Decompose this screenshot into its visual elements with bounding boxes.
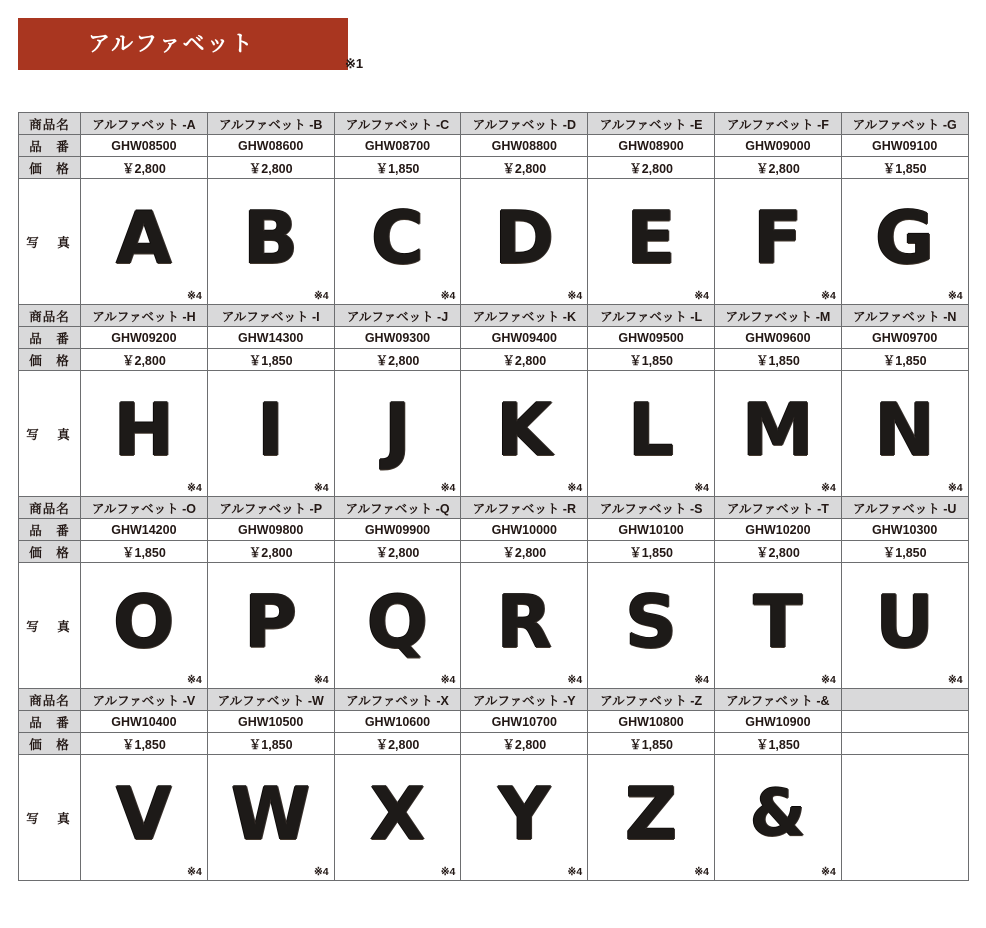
product-price: ￥1,850 <box>841 157 968 179</box>
photo-footnote: ※4 <box>694 866 709 878</box>
photo-footnote: ※4 <box>947 674 963 686</box>
product-photo-cell <box>461 755 588 881</box>
row-label-photo: 写 真 <box>19 371 81 497</box>
row-label-photo: 写 真 <box>19 179 81 305</box>
table-row <box>19 135 969 157</box>
product-name: アルファベット -I <box>207 305 334 327</box>
product-code: GHW09500 <box>588 327 715 349</box>
product-name: アルファベット -V <box>81 689 208 711</box>
letter-glyph: K <box>496 387 553 472</box>
letter-glyph: T <box>753 579 803 664</box>
letter-glyph: H <box>113 387 175 472</box>
letter-glyph: S <box>625 579 678 664</box>
product-price: ￥2,800 <box>81 349 208 371</box>
product-price: ￥1,850 <box>841 541 968 563</box>
letter-glyph: Y <box>498 771 551 856</box>
photo-footnote: ※4 <box>821 674 836 686</box>
product-price: ￥1,850 <box>207 733 334 755</box>
row-label-code: 品 番 <box>19 519 81 541</box>
product-price: ￥2,800 <box>334 733 461 755</box>
product-code: GHW09300 <box>334 327 461 349</box>
empty-cell <box>841 733 968 755</box>
empty-cell <box>841 755 968 881</box>
letter-glyph: Q <box>366 579 429 664</box>
product-photo-cell <box>207 371 334 497</box>
photo-footnote: ※4 <box>947 482 963 494</box>
product-name: アルファベット -M <box>714 305 841 327</box>
photo-footnote: ※4 <box>821 482 836 494</box>
photo-footnote: ※4 <box>187 674 202 686</box>
product-price: ￥2,800 <box>714 541 841 563</box>
product-code: GHW09700 <box>841 327 968 349</box>
product-code: GHW10600 <box>334 711 461 733</box>
product-photo-cell <box>714 755 841 881</box>
letter-glyph: X <box>369 771 426 856</box>
product-price: ￥2,800 <box>334 541 461 563</box>
table-row <box>19 371 969 497</box>
product-code: GHW10000 <box>461 519 588 541</box>
product-name: アルファベット -L <box>588 305 715 327</box>
product-photo-cell <box>207 563 334 689</box>
photo-footnote: ※4 <box>440 290 456 302</box>
product-photo-cell <box>588 563 715 689</box>
table-row <box>19 113 969 135</box>
product-name: アルファベット -P <box>207 497 334 519</box>
product-price: ￥2,800 <box>461 541 588 563</box>
table-row <box>19 179 969 305</box>
product-code: GHW09100 <box>841 135 968 157</box>
product-price: ￥2,800 <box>334 349 461 371</box>
product-code: GHW09800 <box>207 519 334 541</box>
letter-glyph: C <box>371 195 424 280</box>
product-photo-cell <box>334 563 461 689</box>
product-price: ￥2,800 <box>714 157 841 179</box>
product-price: ￥1,850 <box>81 733 208 755</box>
table-row <box>19 733 969 755</box>
product-price: ￥2,800 <box>461 157 588 179</box>
product-name: アルファベット -F <box>714 113 841 135</box>
section-title: アルファベット <box>88 31 255 56</box>
product-price: ￥2,800 <box>207 157 334 179</box>
product-photo-cell <box>81 371 208 497</box>
product-price: ￥1,850 <box>714 349 841 371</box>
product-photo-cell <box>714 371 841 497</box>
letter-glyph: W <box>230 771 311 856</box>
table-row <box>19 519 969 541</box>
letter-glyph: G <box>875 195 935 280</box>
product-price: ￥1,850 <box>334 157 461 179</box>
product-photo-cell <box>461 371 588 497</box>
table-row <box>19 497 969 519</box>
product-name: アルファベット -C <box>334 113 461 135</box>
letter-glyph: B <box>243 195 299 280</box>
row-label-name: 商品名 <box>19 689 81 711</box>
product-code: GHW08900 <box>588 135 715 157</box>
letter-glyph: Z <box>624 771 678 856</box>
letter-glyph: L <box>628 387 675 472</box>
letter-glyph: E <box>626 195 676 280</box>
table-row <box>19 689 969 711</box>
product-photo-cell <box>588 371 715 497</box>
product-name: アルファベット -T <box>714 497 841 519</box>
product-photo-cell <box>81 179 208 305</box>
product-photo-cell <box>461 563 588 689</box>
letter-glyph: J <box>384 387 411 472</box>
product-photo-cell <box>207 755 334 881</box>
table-row <box>19 157 969 179</box>
row-label-photo: 写 真 <box>19 755 81 881</box>
row-label-price: 価 格 <box>19 157 81 179</box>
product-price: ￥1,850 <box>588 733 715 755</box>
table-row <box>19 755 969 881</box>
photo-footnote: ※4 <box>567 674 583 686</box>
photo-footnote: ※4 <box>947 290 963 302</box>
product-code: GHW08700 <box>334 135 461 157</box>
empty-cell <box>841 689 968 711</box>
photo-footnote: ※4 <box>313 482 329 494</box>
letter-glyph: D <box>494 195 555 280</box>
product-name: アルファベット -X <box>334 689 461 711</box>
letter-glyph: O <box>113 579 175 664</box>
row-label-name: 商品名 <box>19 497 81 519</box>
table-row <box>19 711 969 733</box>
product-name: アルファベット -R <box>461 497 588 519</box>
product-code: GHW14300 <box>207 327 334 349</box>
photo-footnote: ※4 <box>313 290 329 302</box>
table-row <box>19 305 969 327</box>
product-photo-cell <box>81 755 208 881</box>
photo-footnote: ※4 <box>567 866 583 878</box>
product-name: アルファベット -Y <box>461 689 588 711</box>
product-code: GHW14200 <box>81 519 208 541</box>
product-name: アルファベット -& <box>714 689 841 711</box>
photo-footnote: ※4 <box>187 866 202 878</box>
row-label-price: 価 格 <box>19 349 81 371</box>
product-photo-cell <box>334 179 461 305</box>
product-name: アルファベット -N <box>841 305 968 327</box>
photo-footnote: ※4 <box>440 482 456 494</box>
photo-footnote: ※4 <box>567 290 583 302</box>
table-row <box>19 349 969 371</box>
product-code: GHW10100 <box>588 519 715 541</box>
product-name: アルファベット -D <box>461 113 588 135</box>
product-code: GHW10900 <box>714 711 841 733</box>
product-price: ￥2,800 <box>461 733 588 755</box>
letter-glyph: I <box>257 387 285 472</box>
product-code: GHW09200 <box>81 327 208 349</box>
photo-footnote: ※4 <box>440 866 456 878</box>
row-label-price: 価 格 <box>19 733 81 755</box>
product-name: アルファベット -K <box>461 305 588 327</box>
product-photo-cell <box>334 755 461 881</box>
photo-footnote: ※4 <box>694 482 709 494</box>
photo-footnote: ※4 <box>821 290 836 302</box>
photo-footnote: ※4 <box>821 866 836 878</box>
letter-glyph: N <box>874 387 935 472</box>
product-photo-cell <box>841 179 968 305</box>
letter-glyph: U <box>875 579 934 664</box>
product-name: アルファベット -Q <box>334 497 461 519</box>
product-code: GHW10800 <box>588 711 715 733</box>
product-photo-cell <box>714 179 841 305</box>
product-name: アルファベット -O <box>81 497 208 519</box>
product-code: GHW10700 <box>461 711 588 733</box>
product-price: ￥1,850 <box>207 349 334 371</box>
product-name: アルファベット -U <box>841 497 968 519</box>
table-row <box>19 541 969 563</box>
letter-glyph: V <box>116 771 172 856</box>
photo-footnote: ※4 <box>313 674 329 686</box>
product-name: アルファベット -W <box>207 689 334 711</box>
row-label-photo: 写 真 <box>19 563 81 689</box>
table-row <box>19 563 969 689</box>
product-price: ￥1,850 <box>714 733 841 755</box>
product-photo-cell <box>588 755 715 881</box>
letter-glyph: P <box>244 579 298 664</box>
letter-glyph: A <box>116 195 172 280</box>
row-label-name: 商品名 <box>19 113 81 135</box>
photo-footnote: ※4 <box>187 482 202 494</box>
product-price: ￥2,800 <box>207 541 334 563</box>
product-code: GHW08800 <box>461 135 588 157</box>
product-name: アルファベット -Z <box>588 689 715 711</box>
product-code: GHW09900 <box>334 519 461 541</box>
product-name: アルファベット -H <box>81 305 208 327</box>
photo-footnote: ※4 <box>313 866 329 878</box>
product-price: ￥2,800 <box>81 157 208 179</box>
product-price: ￥1,850 <box>81 541 208 563</box>
product-name: アルファベット -S <box>588 497 715 519</box>
product-photo-cell <box>588 179 715 305</box>
photo-footnote: ※4 <box>440 674 456 686</box>
product-price: ￥1,850 <box>841 349 968 371</box>
product-code: GHW08500 <box>81 135 208 157</box>
product-price: ￥2,800 <box>461 349 588 371</box>
letter-glyph: F <box>753 195 803 280</box>
letter-glyph: & <box>749 776 806 851</box>
row-label-code: 品 番 <box>19 327 81 349</box>
product-price: ￥1,850 <box>588 349 715 371</box>
product-photo-cell <box>81 563 208 689</box>
row-label-price: 価 格 <box>19 541 81 563</box>
product-photo-cell <box>841 563 968 689</box>
row-label-name: 商品名 <box>19 305 81 327</box>
product-name: アルファベット -B <box>207 113 334 135</box>
empty-cell <box>841 711 968 733</box>
photo-footnote: ※4 <box>694 674 709 686</box>
product-photo-cell <box>841 371 968 497</box>
row-label-code: 品 番 <box>19 711 81 733</box>
product-code: GHW10500 <box>207 711 334 733</box>
photo-footnote: ※4 <box>694 290 709 302</box>
product-code: GHW10200 <box>714 519 841 541</box>
alphabet-spec-table <box>18 112 968 881</box>
product-price: ￥2,800 <box>588 157 715 179</box>
product-price: ￥1,850 <box>588 541 715 563</box>
letter-glyph: M <box>742 387 814 472</box>
product-name: アルファベット -J <box>334 305 461 327</box>
product-code: GHW09000 <box>714 135 841 157</box>
product-name: アルファベット -E <box>588 113 715 135</box>
product-photo-cell <box>207 179 334 305</box>
table-row <box>19 327 969 349</box>
product-photo-cell <box>334 371 461 497</box>
product-photo-cell <box>714 563 841 689</box>
product-photo-cell <box>461 179 588 305</box>
product-code: GHW08600 <box>207 135 334 157</box>
product-code: GHW09600 <box>714 327 841 349</box>
product-name: アルファベット -A <box>81 113 208 135</box>
photo-footnote: ※4 <box>567 482 583 494</box>
section-title-footnote: ※1 <box>345 56 364 71</box>
letter-glyph: R <box>496 579 553 664</box>
photo-footnote: ※4 <box>187 290 202 302</box>
row-label-code: 品 番 <box>19 135 81 157</box>
product-code: GHW09400 <box>461 327 588 349</box>
product-code: GHW10300 <box>841 519 968 541</box>
product-code: GHW10400 <box>81 711 208 733</box>
product-name: アルファベット -G <box>841 113 968 135</box>
